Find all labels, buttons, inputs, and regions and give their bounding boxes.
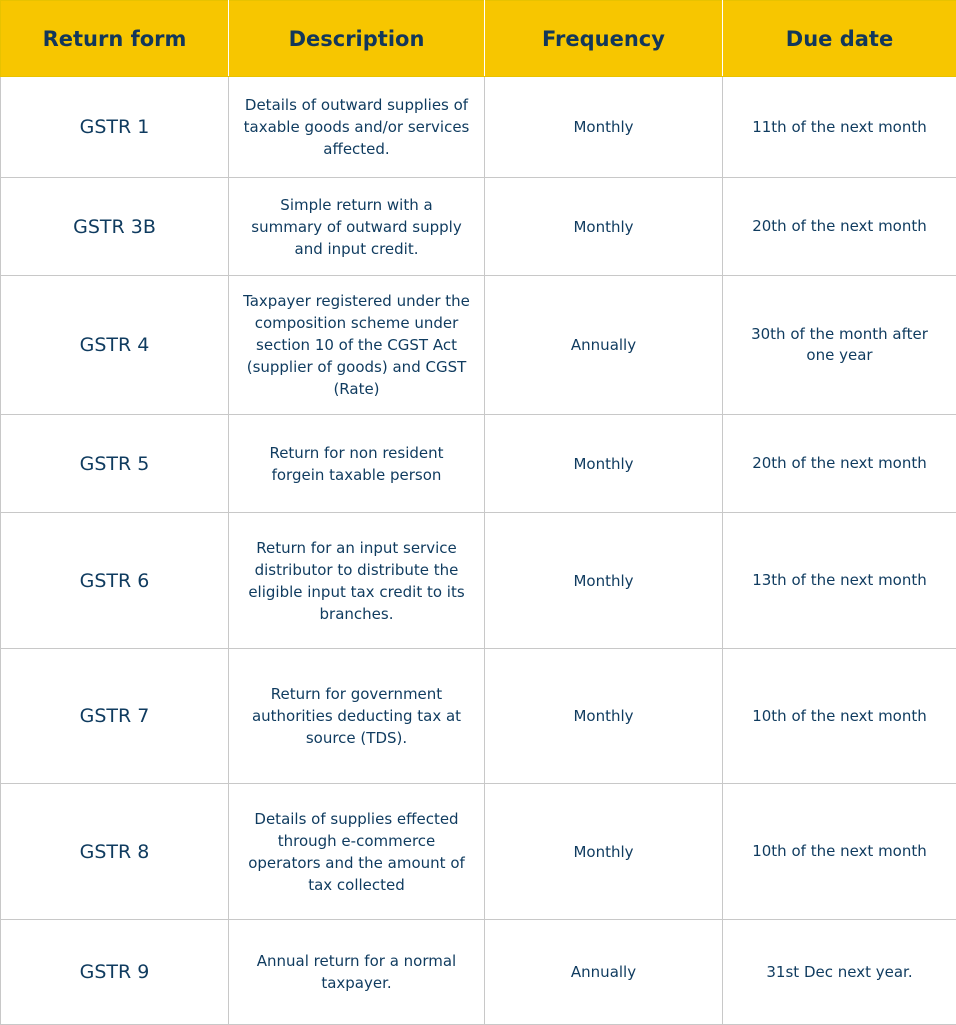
table-row <box>1 920 956 1025</box>
cell-frequency: Monthly <box>485 784 723 920</box>
cell-frequency: Monthly <box>485 513 723 649</box>
cell-frequency: Annually <box>485 920 723 1025</box>
cell-description: Simple return with a summary of outward supply and input credit. <box>229 178 485 276</box>
cell-description: Annual return for a normal taxpayer. <box>229 920 485 1025</box>
cell-return-form: GSTR 1 <box>1 77 229 178</box>
header-description: Description <box>229 1 485 77</box>
cell-due-date: 10th of the next month <box>723 784 956 920</box>
cell-frequency: Monthly <box>485 178 723 276</box>
header-frequency: Frequency <box>485 1 723 77</box>
cell-description: Return for an input service distributor to distribute the eligible input tax credit to its branches. <box>229 513 485 649</box>
table-header <box>1 1 956 77</box>
cell-due-date: 10th of the next month <box>723 649 956 784</box>
cell-description: Return for government authorities deducting tax at source (TDS). <box>229 649 485 784</box>
cell-due-date: 20th of the next month <box>723 178 956 276</box>
cell-return-form: GSTR 3B <box>1 178 229 276</box>
table-row <box>1 77 956 178</box>
cell-return-form: GSTR 8 <box>1 784 229 920</box>
cell-due-date: 13th of the next month <box>723 513 956 649</box>
table-row <box>1 513 956 649</box>
table-row <box>1 649 956 784</box>
table-row <box>1 415 956 513</box>
table-row <box>1 178 956 276</box>
cell-return-form: GSTR 5 <box>1 415 229 513</box>
cell-frequency: Annually <box>485 276 723 415</box>
cell-description: Details of supplies effected through e-commerce operators and the amount of tax collected <box>229 784 485 920</box>
cell-frequency: Monthly <box>485 649 723 784</box>
table-row <box>1 276 956 415</box>
cell-due-date: 20th of the next month <box>723 415 956 513</box>
cell-return-form: GSTR 9 <box>1 920 229 1025</box>
cell-due-date: 31st Dec next year. <box>723 920 956 1025</box>
table-body <box>1 77 956 1025</box>
header-due-date: Due date <box>723 1 956 77</box>
header-return-form: Return form <box>1 1 229 77</box>
cell-return-form: GSTR 6 <box>1 513 229 649</box>
cell-frequency: Monthly <box>485 415 723 513</box>
cell-frequency: Monthly <box>485 77 723 178</box>
cell-due-date: 11th of the next month <box>723 77 956 178</box>
table-row <box>1 784 956 920</box>
cell-return-form: GSTR 4 <box>1 276 229 415</box>
cell-due-date: 30th of the month after one year <box>723 276 956 415</box>
cell-description: Taxpayer registered under the composition scheme under section 10 of the CGST Act (supplier of goods) and CGST (Rate) <box>229 276 485 415</box>
cell-description: Details of outward supplies of taxable goods and/or services affected. <box>229 77 485 178</box>
cell-description: Return for non resident forgein taxable person <box>229 415 485 513</box>
cell-return-form: GSTR 7 <box>1 649 229 784</box>
